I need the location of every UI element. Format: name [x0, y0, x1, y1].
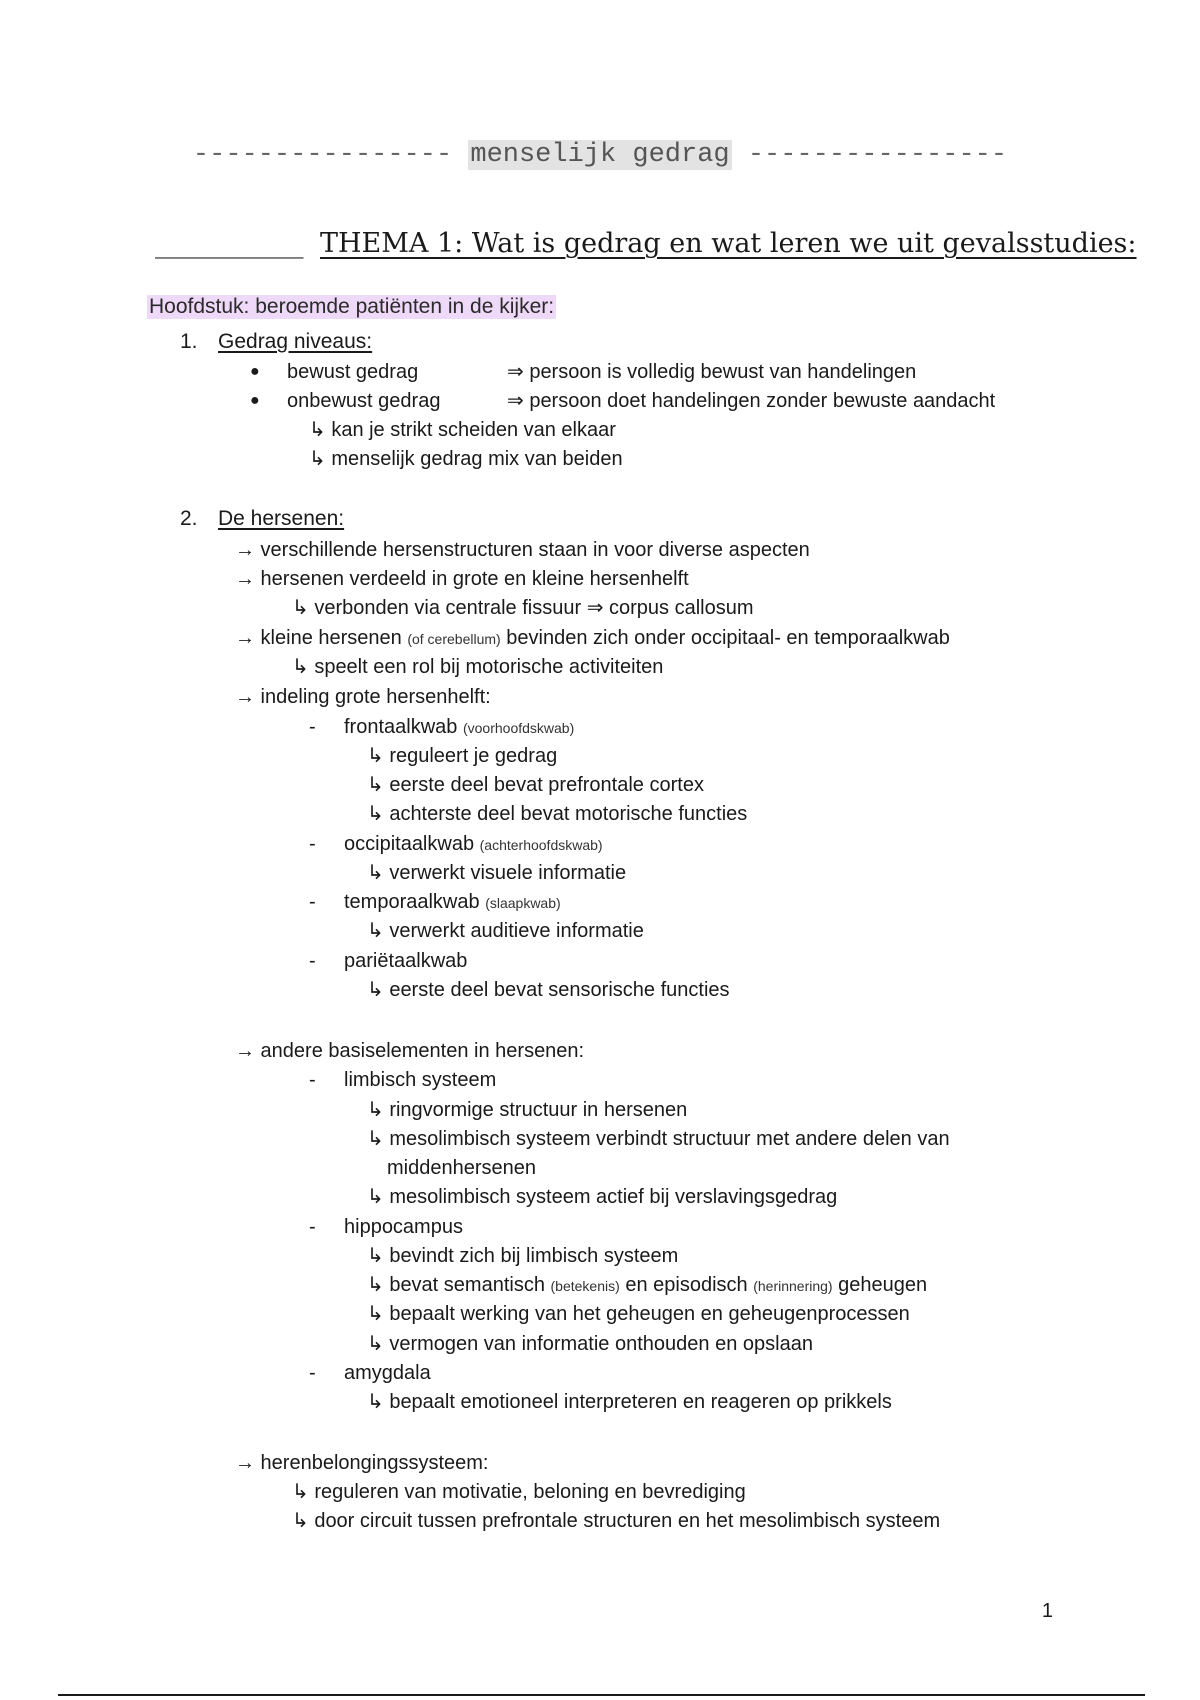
footer-divider [58, 1694, 1145, 1696]
theme-heading [155, 228, 1137, 259]
bullet-term: bewust gedrag [287, 361, 419, 383]
sub-item: ↳ eerste deel bevat sensorische functies [367, 979, 730, 1001]
arrow-item: → herenbelongingssysteem: [235, 1452, 489, 1474]
text: ↳ bevat semantisch [367, 1274, 551, 1296]
arrow-item: → andere basiselementen in hersenen: [235, 1040, 585, 1062]
section-1-number: 1. [180, 330, 198, 353]
bullet-desc: ⇒ persoon is volledig bewust van handelingen [507, 361, 917, 383]
sub-item [367, 1273, 927, 1298]
text: geheugen [832, 1274, 928, 1296]
text: temporaalkwab [344, 891, 486, 913]
sub-item: ↳ bepaalt werking van het geheugen en geheugenprocessen [367, 1303, 910, 1325]
sub-item-continuation: middenhersenen [387, 1157, 536, 1179]
sub-item: ↳ mesolimbisch systeem actief bij verslavingsgedrag [367, 1186, 838, 1208]
note: (of cerebellum) [407, 631, 501, 647]
sub-item: ↳ achterste deel bevat motorische functies [367, 803, 748, 825]
lobe-item [344, 890, 561, 915]
arrow-item: → verschillende hersenstructuren staan in voor diverse aspecten [235, 539, 810, 561]
sub-item: ↳ bepaalt emotioneel interpreteren en reageren op prikkels [367, 1391, 892, 1413]
note: (betekenis) [550, 1278, 620, 1294]
sub-item: ↳ mesolimbisch systeem verbindt structuur met andere delen van [367, 1128, 950, 1150]
section-2-number: 2. [180, 507, 198, 530]
structure-item: hippocampus [344, 1216, 463, 1238]
text: frontaalkwab [344, 716, 463, 738]
text: bevinden zich onder occipitaal- en temporaalkwab [500, 627, 950, 649]
structure-item: limbisch systeem [344, 1069, 497, 1091]
arrow-item [235, 626, 950, 651]
sub-item: ↳ bevindt zich bij limbisch systeem [367, 1245, 679, 1267]
sub-item: ↳ verwerkt visuele informatie [367, 862, 627, 884]
arrow-item: → indeling grote hersenhelft: [235, 686, 491, 708]
page-number: 1 [1041, 1600, 1053, 1622]
note: (slaapkwab) [485, 895, 561, 911]
dash-marker: - [309, 716, 316, 738]
title-dashes-left: ---------------- [192, 140, 469, 170]
lobe-item [344, 832, 603, 857]
section-2-title: De hersenen: [218, 507, 345, 530]
sub-item: ↳ vermogen van informatie onthouden en opslaan [367, 1333, 813, 1355]
sub-item: ↳ door circuit tussen prefrontale structuren en het mesolimbisch systeem [292, 1510, 941, 1532]
arrow-item: → hersenen verdeeld in grote en kleine hersenhelft [235, 568, 689, 590]
section-1-title: Gedrag niveaus: [218, 330, 373, 353]
theme-title: THEMA 1: Wat is gedrag en wat leren we uit gevalsstudies: [320, 228, 1137, 259]
theme-leader: ___________ [155, 228, 304, 259]
sub-item: ↳ speelt een rol bij motorische activiteiten [292, 656, 664, 678]
bullet-term: onbewust gedrag [287, 390, 441, 412]
text: occipitaalkwab [344, 833, 480, 855]
structure-item: amygdala [344, 1362, 431, 1384]
document-title [0, 140, 1200, 170]
text: en episodisch [619, 1274, 754, 1296]
text: → kleine hersenen [235, 627, 408, 649]
dash-marker: - [309, 1069, 316, 1091]
bullet-desc: ⇒ persoon doet handelingen zonder bewuste aandacht [507, 390, 996, 412]
sub-item: ↳ verbonden via centrale fissuur ⇒ corpus callosum [292, 597, 754, 619]
title-highlight: menselijk gedrag [470, 140, 730, 170]
title-dashes-right: ---------------- [731, 140, 1008, 170]
sub-item: ↳ ringvormige structuur in hersenen [367, 1099, 688, 1121]
lobe-item: pariëtaalkwab [344, 950, 468, 972]
bullet-icon: ● [250, 363, 260, 380]
sub-item: ↳ reguleert je gedrag [367, 745, 558, 767]
dash-marker: - [309, 1362, 316, 1384]
dash-marker: - [309, 833, 316, 855]
dash-marker: - [309, 1216, 316, 1238]
sub-item: ↳ menselijk gedrag mix van beiden [309, 448, 623, 470]
sub-item: ↳ reguleren van motivatie, beloning en bevrediging [292, 1481, 746, 1503]
bullet-icon: ● [250, 392, 260, 409]
sub-item: ↳ eerste deel bevat prefrontale cortex [367, 774, 704, 796]
note: (voorhoofdskwab) [462, 720, 575, 736]
sub-item: ↳ verwerkt auditieve informatie [367, 920, 644, 942]
lobe-item [344, 715, 574, 740]
note: (herinnering) [753, 1278, 833, 1294]
sub-item: ↳ kan je strikt scheiden van elkaar [309, 419, 616, 441]
chapter-heading: Hoofdstuk: beroemde patiënten in de kijker: [149, 295, 555, 318]
note: (achterhoofdskwab) [479, 837, 603, 853]
dash-marker: - [309, 891, 316, 913]
dash-marker: - [309, 950, 316, 972]
